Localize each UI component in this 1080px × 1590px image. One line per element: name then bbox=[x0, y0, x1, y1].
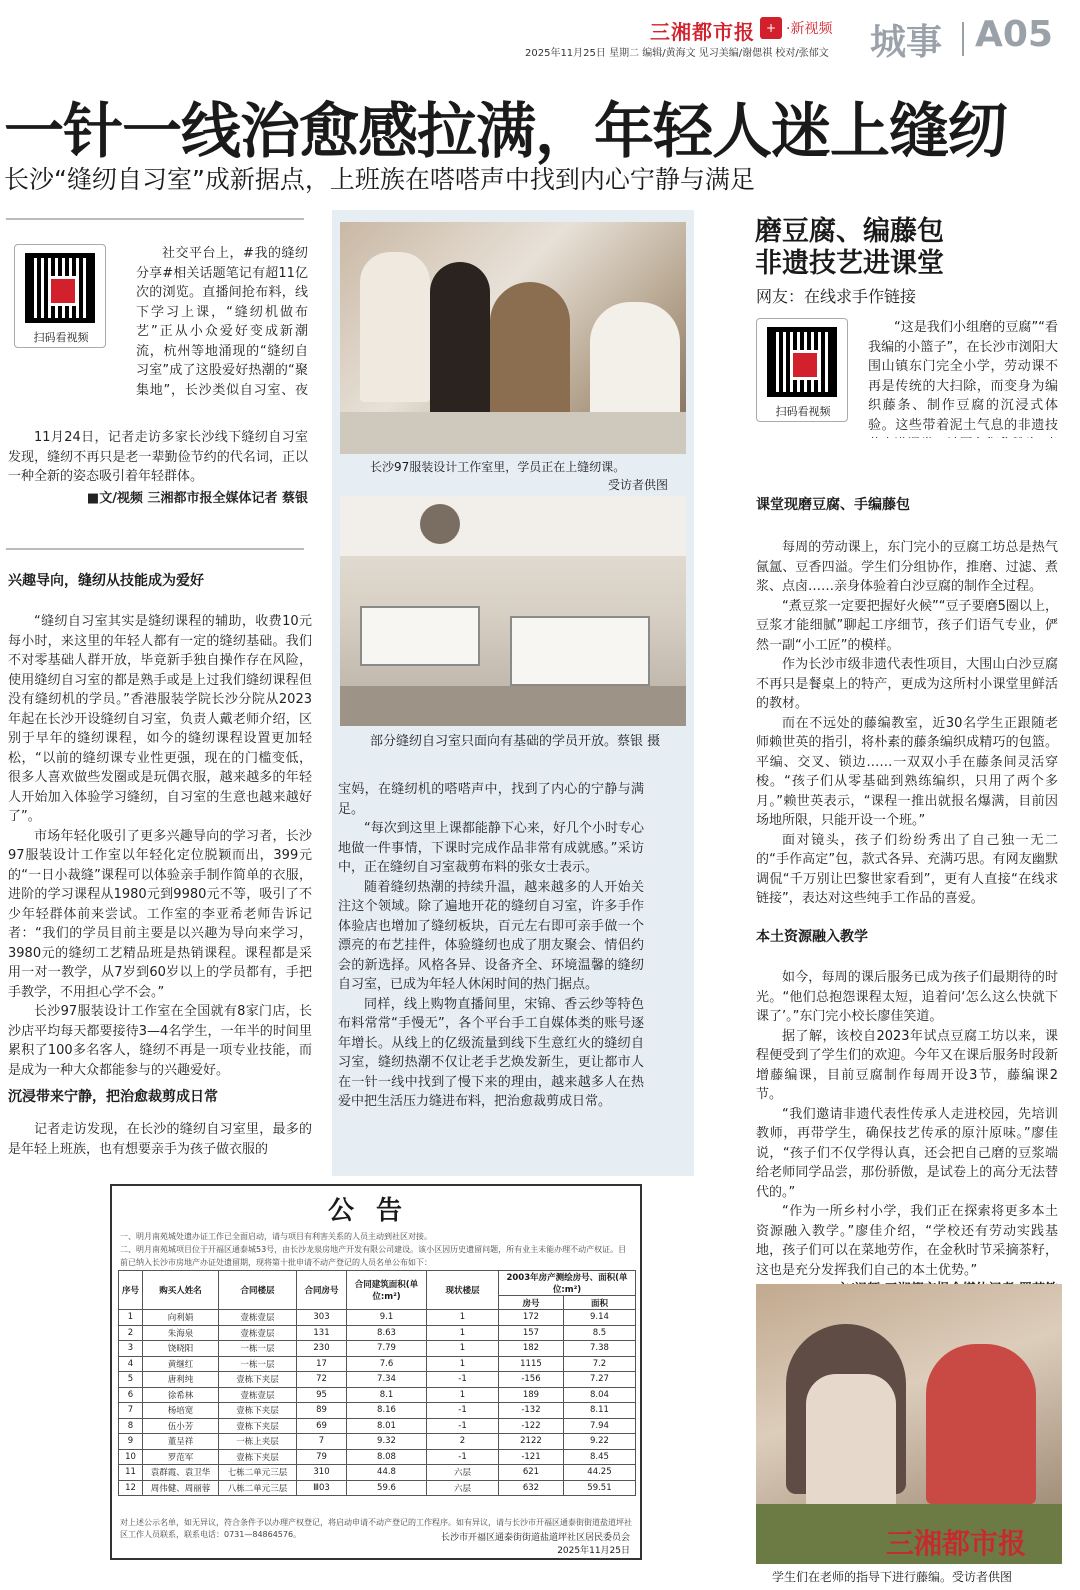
notice-table bbox=[118, 1270, 636, 1496]
paragraph: “煮豆浆一定要把握好火候”“豆子要磨5圈以上，豆浆才能细腻”聊起工序细节，孩子们语气专业，俨然一副“小工匠”的模样。 bbox=[756, 598, 1058, 653]
table-cell: 周伟健、周丽蓉 bbox=[143, 1480, 219, 1496]
table-row bbox=[119, 1418, 636, 1434]
table-cell: 7.38 bbox=[563, 1341, 635, 1357]
page-number: A05 bbox=[975, 14, 1053, 55]
table-cell: 7.2 bbox=[563, 1356, 635, 1372]
table-row bbox=[119, 1310, 636, 1326]
table-cell: 621 bbox=[499, 1465, 564, 1481]
table-cell: 3 bbox=[119, 1341, 143, 1357]
table-cell: 9.14 bbox=[563, 1310, 635, 1326]
table-cell: 6 bbox=[119, 1387, 143, 1403]
table-cell: 632 bbox=[499, 1480, 564, 1496]
qr-code-icon[interactable] bbox=[25, 253, 95, 323]
table-cell: 8.63 bbox=[347, 1325, 427, 1341]
table-cell: 1 bbox=[427, 1387, 499, 1403]
table-cell: 8 bbox=[119, 1418, 143, 1434]
column-rule bbox=[6, 548, 304, 550]
table-cell: 袁群霞、袁卫华 bbox=[143, 1465, 219, 1481]
table-cell: 230 bbox=[297, 1341, 347, 1357]
notice-footer: 对上述公示名单，如无异议，符合条件予以办理产权登记，将启动申请不动产登记的工作程序。如有异议，请与长沙市开福区通泰街街道盐道坪社区工作人员联系，联系电话：0731—84864576。 bbox=[120, 1518, 632, 1539]
table-header: 合同楼层 bbox=[219, 1271, 297, 1310]
photo-caption: 长沙97服装设计工作室里，学员正在上缝纫课。 bbox=[370, 460, 626, 474]
table-cell: 9.22 bbox=[563, 1434, 635, 1450]
table-header: 购买人姓名 bbox=[143, 1271, 219, 1310]
paragraph: 记者走访发现，在长沙的缝纫自习室里，最多的是年轻上班族，也有想要亲手为孩子做衣服的 bbox=[8, 1122, 312, 1157]
table-cell: 7.34 bbox=[347, 1372, 427, 1388]
table-cell: 1 bbox=[427, 1310, 499, 1326]
table-cell: 六层 bbox=[427, 1480, 499, 1496]
paragraph: 而在不远处的藤编教室，近30名学生正跟随老师赖世英的指引，将朴素的藤条编织成精巧的包篮。平编、交叉、锁边……一双双小手在藤条间灵活穿梭。“孩子们从零基础到熟练编织，只用了两个多月。”赖世英表示，“课程一推出就报名爆满，目前因场地所限，只能开设一个班。” bbox=[756, 715, 1058, 828]
table-cell: -122 bbox=[499, 1418, 564, 1434]
paragraph: 面对镜头，孩子们纷纷秀出了自己独一无二的“手作高定”包，款式各异、充满巧思。有网友幽默调侃“千万别让巴黎世家看到”，更有人直接“在线求链接”，表达对这些纯手工作品的喜爱。 bbox=[756, 832, 1058, 906]
sewing-room-photo bbox=[340, 496, 686, 726]
table-cell: 1 bbox=[119, 1310, 143, 1326]
table-cell: 壹栋下夹层 bbox=[219, 1418, 297, 1434]
table-cell: 饶晓阳 bbox=[143, 1341, 219, 1357]
dateline: 2025年11月25日 星期二 编辑/黄海文 见习美编/谢偲祺 校对/张郁文 bbox=[525, 48, 829, 59]
section-name: 城事 bbox=[870, 22, 943, 63]
notice-intro-2: 二、明月南苑城项目位于开福区通泰城53号，由长沙龙泉房地产开发有限公司建设。该小区因历史遗留问题，所有业主未能办理不动产权证。目前已纳入长沙市房地产办证处遗留期，现将第十批申请不动产登记的人员名单公布如下： bbox=[120, 1245, 627, 1267]
table-cell: 189 bbox=[499, 1387, 564, 1403]
table-header: 合同建筑面积(单位:m²) bbox=[347, 1271, 427, 1310]
photo-credit: 受访者供图 bbox=[608, 478, 669, 492]
notice-organization: 长沙市开福区通泰街街道盐道坪社区居民委员会 bbox=[440, 1533, 630, 1543]
brand-video-label: ·新视频 bbox=[786, 21, 833, 37]
table-cell: 董呈祥 bbox=[143, 1434, 219, 1450]
table-cell: 伍小芳 bbox=[143, 1418, 219, 1434]
table-cell: 2 bbox=[119, 1325, 143, 1341]
paragraph: 作为长沙市级非遗代表性项目，大围山白沙豆腐不再只是餐桌上的特产，更成为这所村小课堂里鲜活的教材。 bbox=[756, 657, 1058, 711]
table-row bbox=[119, 1325, 636, 1341]
table-cell: 7.27 bbox=[563, 1372, 635, 1388]
table-cell: 7.79 bbox=[347, 1341, 427, 1357]
notice-intro-1: 一、明月南苑城处遗办证工作已全面启动，请与项目有利害关系的人员主动到社区对接。 bbox=[120, 1232, 432, 1241]
table-cell: 杨培宽 bbox=[143, 1403, 219, 1419]
table-row bbox=[119, 1356, 636, 1372]
table-cell: 7 bbox=[119, 1403, 143, 1419]
headline: 一针一线治愈感拉满，年轻人迷上缝纫 bbox=[4, 97, 1007, 167]
paragraph: 市场年轻化吸引了更多兴趣导向的学习者，长沙97服装设计工作室以年轻化定位脱颖而出，399元的“一日小裁缝”课程可以体验亲手制作简单的衣服，进阶的学习课程从1980元到9980元不等，吸引了不少年轻群体前来尝试。工作室的李亚希老师告诉记者：“我们的学员目前主要是以兴趣为导向来学习，3980元的缝纫工艺精品班是热销课程。课程都是采用一对一教学，从7岁到60岁以上的学员都有，手把手教学，不用担心学不会。” bbox=[8, 828, 312, 1000]
table-subheader: 面积 bbox=[563, 1296, 635, 1310]
table-cell: -1 bbox=[427, 1372, 499, 1388]
paragraph: 每周的劳动课上，东门完小的豆腐工坊总是热气氤氲、豆香四溢。学生们分组协作，推磨、过滤、煮浆、点卤……亲身体验着白沙豆腐的制作全过程。 bbox=[756, 540, 1058, 594]
table-cell: 壹栋下夹层 bbox=[219, 1449, 297, 1465]
table-header: 现状楼层 bbox=[427, 1271, 499, 1310]
right-intro: “这是我们小组磨的豆腐”“看我编的小篮子”，在长沙市浏阳大围山镇东门完全小学，劳动课不再是传统的大扫除，而变身为编织藤条、制作豆腐的沉浸式体验。这些带着泥土气息的非遗技 bbox=[868, 320, 1058, 433]
sewing-class-photo bbox=[340, 222, 686, 454]
table-cell: -156 bbox=[499, 1372, 564, 1388]
table-cell: 八栋二单元三层 bbox=[219, 1480, 297, 1496]
table-cell: 8.04 bbox=[563, 1387, 635, 1403]
subheadline: 长沙“缝纫自习室”成新据点，上班族在嗒嗒声中找到内心宁静与满足 bbox=[4, 165, 755, 194]
table-subheader: 房号 bbox=[499, 1296, 564, 1310]
table-cell: 壹栋壹层 bbox=[219, 1325, 297, 1341]
table-row bbox=[119, 1434, 636, 1450]
right-title-line-1: 磨豆腐、编藤包 bbox=[755, 216, 944, 247]
watermark: 三湘都市报 bbox=[886, 1527, 1027, 1560]
table-row bbox=[119, 1403, 636, 1419]
table-cell: 9 bbox=[119, 1434, 143, 1450]
table-cell: 59.6 bbox=[347, 1480, 427, 1496]
table-cell: 5 bbox=[119, 1372, 143, 1388]
table-cell: 7.94 bbox=[563, 1418, 635, 1434]
table-cell: 罗范军 bbox=[143, 1449, 219, 1465]
table-cell: 一栋一层 bbox=[219, 1356, 297, 1372]
table-row bbox=[119, 1372, 636, 1388]
table-cell: 8.01 bbox=[347, 1418, 427, 1434]
section-heading: 本土资源融入教学 bbox=[756, 929, 868, 945]
brand-logo-icon: + bbox=[760, 17, 782, 39]
table-cell: 89 bbox=[297, 1403, 347, 1419]
table-cell: 4 bbox=[119, 1356, 143, 1372]
table-row bbox=[119, 1387, 636, 1403]
paragraph: “每次到这里上课都能静下心来，好几个小时专心地做一件事情，下课时完成作品非常有成就感。”采访中，正在缝纫自习室裁剪布料的张女士表示。 bbox=[338, 821, 644, 875]
table-cell: 303 bbox=[297, 1310, 347, 1326]
right-title-line-2: 非遗技艺进课堂 bbox=[755, 248, 944, 279]
public-notice bbox=[110, 1184, 642, 1560]
table-cell: 8.1 bbox=[347, 1387, 427, 1403]
table-row bbox=[119, 1465, 636, 1481]
table-cell: 7.6 bbox=[347, 1356, 427, 1372]
qr-caption: 扫码看视频 bbox=[33, 331, 89, 344]
section-heading: 课堂现磨豆腐、手编藤包 bbox=[756, 497, 910, 513]
paragraph: “作为一所乡村小学，我们正在探索将更多本土资源融入教学。”廖佳介绍，“学校还有劳动实践基地，孩子们可以在菜地劳作，在金秋时节采摘茶籽，这也是充分发挥我们自己的本土优势。” bbox=[756, 1204, 1058, 1278]
table-cell: 徐希林 bbox=[143, 1387, 219, 1403]
table-cell: 1 bbox=[427, 1356, 499, 1372]
table-cell: 向利娟 bbox=[143, 1310, 219, 1326]
table-cell: 一栋一层 bbox=[219, 1341, 297, 1357]
table-cell: 59.51 bbox=[563, 1480, 635, 1496]
table-cell: 17 bbox=[297, 1356, 347, 1372]
table-cell: 8.45 bbox=[563, 1449, 635, 1465]
table-header: 序号 bbox=[119, 1271, 143, 1310]
brand-name: 三湘都市报 bbox=[650, 20, 755, 44]
table-cell: 12 bbox=[119, 1480, 143, 1496]
table-cell: Ⅲ03 bbox=[297, 1480, 347, 1496]
table-cell: 七栋二单元三层 bbox=[219, 1465, 297, 1481]
table-cell: 六层 bbox=[427, 1465, 499, 1481]
paragraph: “我们邀请非遗代表性传承人走进校园，先培训教师，再带学生，确保技艺传承的原汁原味。”廖佳说，“孩子们不仅学得认真，还会把自己磨的豆浆端给老师同学品尝，那份骄傲，是试卷上的高分无法替代的。” bbox=[756, 1106, 1058, 1200]
rattan-weaving-photo bbox=[756, 1284, 1062, 1564]
table-cell: 壹栋下夹层 bbox=[219, 1403, 297, 1419]
table-cell: 9.32 bbox=[347, 1434, 427, 1450]
table-cell: 72 bbox=[297, 1372, 347, 1388]
photo-caption: 部分缝纫自习室只面向有基础的学员开放。蔡银 摄 bbox=[370, 734, 661, 749]
qr-box bbox=[14, 244, 106, 348]
table-cell: 一栋上夹层 bbox=[219, 1434, 297, 1450]
table-cell: 10 bbox=[119, 1449, 143, 1465]
notice-date: 2025年11月25日 bbox=[557, 1546, 630, 1556]
table-cell: 182 bbox=[499, 1341, 564, 1357]
table-cell: 8.5 bbox=[563, 1325, 635, 1341]
table-cell: 壹栋下夹层 bbox=[219, 1372, 297, 1388]
table-cell: -1 bbox=[427, 1403, 499, 1419]
table-row bbox=[119, 1480, 636, 1496]
table-cell: 310 bbox=[297, 1465, 347, 1481]
qr-code-icon[interactable] bbox=[767, 327, 837, 397]
intro-paragraph-2: 11月24日，记者走访多家长沙线下缝纫自习室发现，缝纫不再只是老一辈勤俭节约的代名词，正以一种全新的姿态吸引着年轻群体。 bbox=[8, 430, 308, 484]
paragraph: 宝妈，在缝纫机的嗒嗒声中，找到了内心的宁静与满足。 bbox=[338, 782, 644, 817]
table-cell: 131 bbox=[297, 1325, 347, 1341]
table-cell: 95 bbox=[297, 1387, 347, 1403]
paragraph: 同样，线上购物直播间里，宋锦、香云纱等特色布料常常“手慢无”，各个平台手工自媒体类的账号逐年增长。从线上的亿级流量到线下生意红火的缝纫自习室，缝纫热潮不仅让老手艺焕发新生，更让都市人在一针一线中找到了慢下来的理由，越来越多人在热爱中把生活压力缝进布料，把治愈裁剪成日常。 bbox=[338, 996, 644, 1109]
column-rule bbox=[6, 218, 304, 220]
table-cell: 朱海泉 bbox=[143, 1325, 219, 1341]
table-header: 2003年房产测绘房号、面积(单位:m²) bbox=[499, 1271, 636, 1296]
table-row bbox=[119, 1341, 636, 1357]
paragraph: 随着缝纫热潮的持续升温，越来越多的人开始关注这个领域。除了遍地开花的缝纫自习室，许多手作体验店也增加了缝纫板块，百元左右即可亲手做一个漂亮的布艺挂件，体验缝纫也成了朋友聚会、情侣约会的新选择。风格各异、设备齐全、环境温馨的缝纫自习室，已成为年轻人休闲时间的热门据点。 bbox=[338, 879, 644, 992]
intro-paragraph: 社交平台上，#我的缝纫分享#相关话题笔记有超11亿次的浏览。直播间抢布料，线下学习上课，“缝纫机做布艺”正从小众爱好变成新潮流，杭州等地涌现的“缝纫自习室”成了这股爱好热潮的“聚集地”，长沙类似自习室、夜 bbox=[136, 246, 308, 398]
table-cell: 44.8 bbox=[347, 1465, 427, 1481]
table-cell: -1 bbox=[427, 1418, 499, 1434]
table-cell: 唐利纯 bbox=[143, 1372, 219, 1388]
table-cell: -132 bbox=[499, 1403, 564, 1419]
masthead-divider bbox=[962, 22, 964, 56]
section-heading: 沉浸带来宁静，把治愈裁剪成日常 bbox=[8, 1089, 218, 1105]
paragraph: 据了解，该校自2023年试点豆腐工坊以来，课程便受到了学生们的欢迎。今年又在课后服务时段新增藤编课，目前豆腐制作每周开设3节，藤编课2节。 bbox=[756, 1028, 1058, 1102]
table-row bbox=[119, 1449, 636, 1465]
paragraph: 长沙97服装设计工作室在全国就有8家门店，长沙店平均每天都要接待3—4名学生，一年半的时间里累积了100多名客人，缝纫不再是一项专业技能，而是成为一种大众都能参与的兴趣爱好。 bbox=[8, 1004, 312, 1078]
table-cell: 1115 bbox=[499, 1356, 564, 1372]
table-cell: -1 bbox=[427, 1449, 499, 1465]
table-cell: 壹栋壹层 bbox=[219, 1387, 297, 1403]
table-cell: 8.11 bbox=[563, 1403, 635, 1419]
table-cell: 11 bbox=[119, 1465, 143, 1481]
table-cell: 7 bbox=[297, 1434, 347, 1450]
table-cell: 8.16 bbox=[347, 1403, 427, 1419]
table-cell: -121 bbox=[499, 1449, 564, 1465]
right-subtitle: 网友：在线求手作链接 bbox=[756, 287, 917, 306]
section-heading: 兴趣导向，缝纫从技能成为爱好 bbox=[8, 573, 204, 589]
table-cell: 9.1 bbox=[347, 1310, 427, 1326]
qr-caption: 扫码看视频 bbox=[775, 405, 831, 418]
table-cell: 157 bbox=[499, 1325, 564, 1341]
table-cell: 黄继红 bbox=[143, 1356, 219, 1372]
table-cell: 172 bbox=[499, 1310, 564, 1326]
table-cell: 1 bbox=[427, 1325, 499, 1341]
table-cell: 44.25 bbox=[563, 1465, 635, 1481]
notice-title: 公告 bbox=[327, 1196, 424, 1226]
photo-caption: 学生们在老师的指导下进行藤编。受访者供图 bbox=[772, 1570, 1013, 1584]
table-cell: 1 bbox=[427, 1341, 499, 1357]
table-cell: 8.08 bbox=[347, 1449, 427, 1465]
byline: ■文/视频 三湘都市报全媒体记者 蔡银 bbox=[86, 490, 308, 506]
table-cell: 79 bbox=[297, 1449, 347, 1465]
table-cell: 壹栋壹层 bbox=[219, 1310, 297, 1326]
table-cell: 2 bbox=[427, 1434, 499, 1450]
paragraph: “缝纫自习室其实是缝纫课程的辅助，收费10元每小时，来这里的年轻人都有一定的缝纫基础。我们不对零基础人群开放，毕竟新手独自操作存在风险，使用缝纫自习室的都是熟手或是上过我们缝纫课程但没有缝纫机的学员。”香港服装学院长沙分院从2023年起在长沙开设缝纫自习室，负责人戴老师介绍，区别于早年的缝纫课程，如今的缝纫课程设置更加轻松，“以前的缝纫课专业性更强，现在的门槛变低，很多人喜欢做些发圈或是玩偶衣服，越来越多的年轻人开始加入体验学习缝纫，自习室的生意也越来越好了”。 bbox=[8, 614, 312, 824]
qr-box bbox=[756, 318, 848, 422]
table-cell: 69 bbox=[297, 1418, 347, 1434]
paragraph: 如今，每周的课后服务已成为孩子们最期待的时光。“他们总抱怨课程太短，追着问‘怎么这么快就下课了’。”东门完小校长廖佳笑道。 bbox=[756, 970, 1058, 1024]
table-header: 合同房号 bbox=[297, 1271, 347, 1310]
table-cell: 2122 bbox=[499, 1434, 564, 1450]
